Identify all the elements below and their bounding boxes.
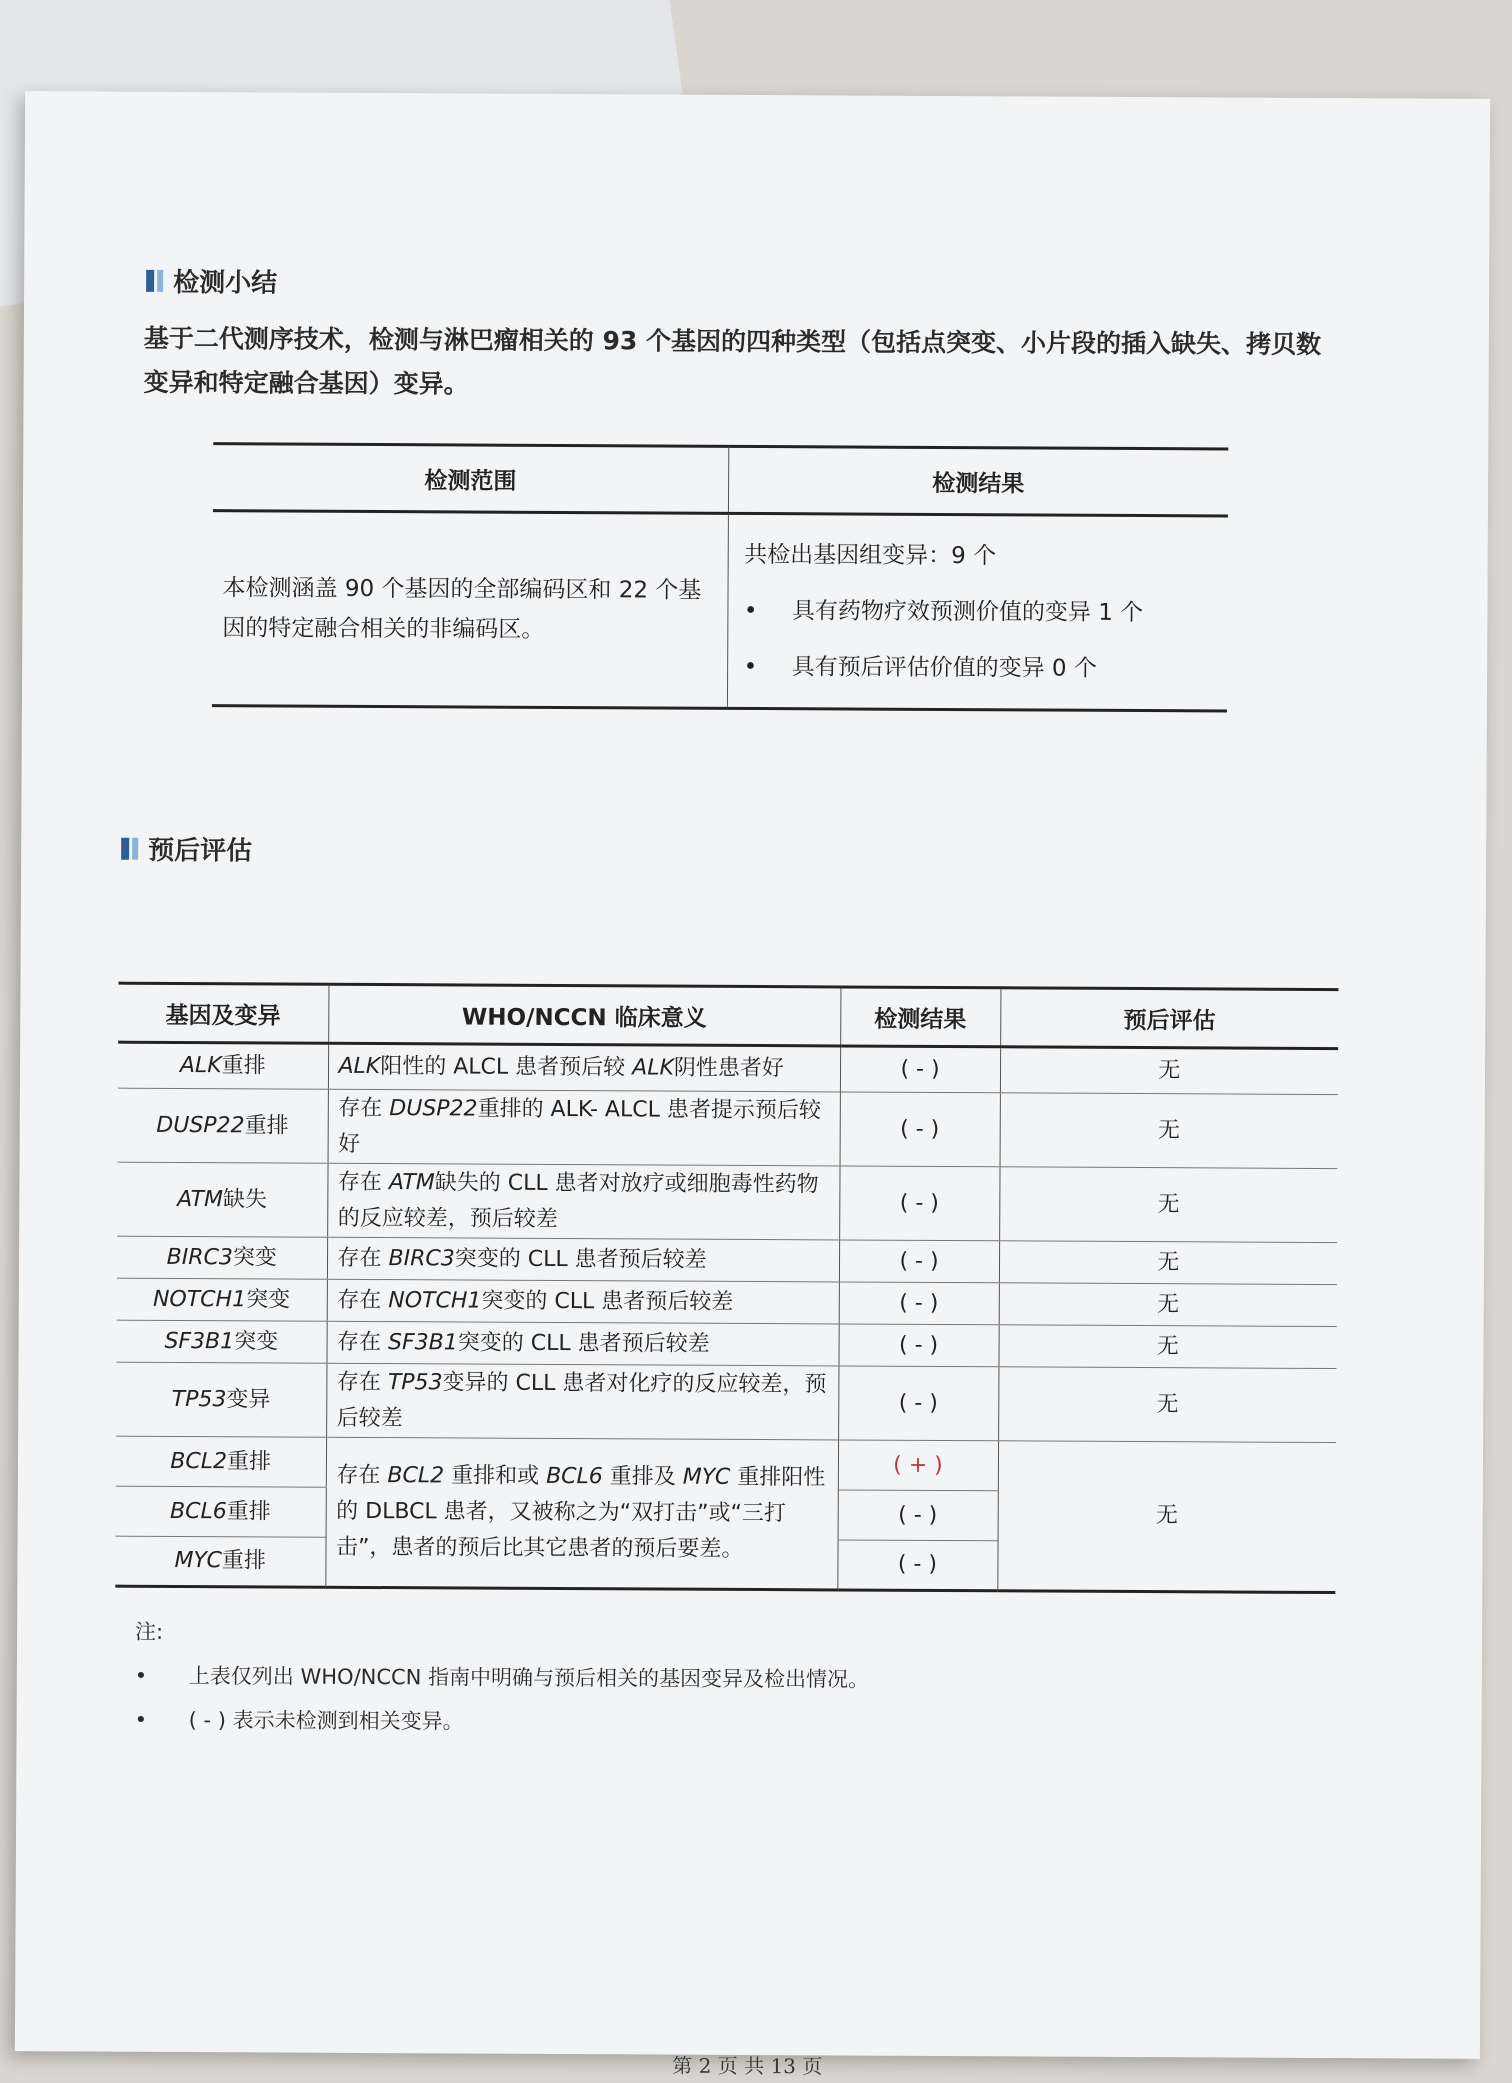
title-marker-icon [132, 837, 138, 859]
summary-table [212, 442, 1228, 712]
header-scope: 检测范围 [213, 444, 728, 514]
header-gene: 基因及变异 [118, 983, 328, 1043]
result-cell: ( - ) [838, 1324, 998, 1367]
header-meaning: WHO/NCCN 临床意义 [328, 984, 840, 1046]
gene-cell: ATM缺失 [117, 1162, 327, 1237]
table-row [118, 1042, 1338, 1094]
meaning-cell: 存在 NOTCH1突变的 CLL 患者预后较差 [327, 1279, 839, 1324]
result-item: • 具有预后评估价值的变异 0 个 [743, 653, 1097, 682]
result-cell: ( - ) [838, 1490, 998, 1541]
result-cell: ( - ) [838, 1366, 998, 1441]
page-footer: 第 2 页 共 13 页 [672, 2053, 823, 2079]
note-item: • 上表仅列出 WHO/NCCN 指南中明确与预后相关的基因变异及检出情况。 [134, 1663, 870, 1692]
meaning-cell: 存在 TP53变异的 CLL 患者对化疗的反应较差，预后较差 [326, 1363, 838, 1440]
note-item: • ( - ) 表示未检测到相关变异。 [134, 1707, 464, 1734]
title-marker-icon [157, 269, 163, 291]
title-marker-icon [146, 269, 154, 291]
notes-label: 注: [135, 1619, 164, 1644]
table-row [116, 1320, 1336, 1368]
prognosis-cell: 无 [1000, 1047, 1338, 1095]
header-prognosis: 预后评估 [1000, 988, 1338, 1049]
prognosis-cell: 无 [998, 1325, 1336, 1369]
result-cell: ( - ) [840, 1046, 1000, 1093]
result-cell: ( - ) [837, 1540, 997, 1591]
gene-cell: SF3B1突变 [116, 1320, 326, 1363]
prognosis-table [115, 982, 1338, 1594]
result-cell: ( - ) [839, 1166, 999, 1241]
gene-cell: TP53变异 [116, 1362, 326, 1437]
prognosis-cell: 无 [999, 1241, 1337, 1285]
gene-cell: MYC重排 [115, 1536, 325, 1587]
result-cell: ( + ) [838, 1440, 998, 1491]
gene-cell: BCL2重排 [116, 1436, 326, 1487]
prognosis-cell: 无 [998, 1367, 1336, 1443]
table-row [116, 1362, 1336, 1442]
notes [135, 1610, 870, 1746]
prognosis-cell: 无 [997, 1441, 1336, 1593]
meaning-cell: 存在 BIRC3突变的 CLL 患者预后较差 [327, 1237, 839, 1282]
header-result: 检测结果 [840, 987, 1000, 1047]
summary-intro: 基于二代测序技术，检测与淋巴瘤相关的 93 个基因的四种类型（包括点突变、小片段的插入缺失、拷贝数变异和特定融合基因）变异。 [143, 323, 1322, 399]
table-row [117, 1278, 1337, 1326]
gene-cell: BIRC3突变 [117, 1236, 327, 1279]
header-result: 检测结果 [728, 446, 1228, 516]
meaning-cell: 存在 DUSP22重排的 ALK- ALCL 患者提示预后较好 [328, 1089, 840, 1166]
result-cell: ( - ) [839, 1282, 999, 1325]
gene-cell: DUSP22重排 [118, 1088, 328, 1163]
result-cell [727, 513, 1228, 711]
result-total: 共检出基因组变异：9 个 [744, 541, 997, 570]
report-page [15, 91, 1490, 2079]
prognosis-cell: 无 [999, 1167, 1337, 1243]
title-marker-icon [121, 837, 129, 859]
prognosis-table-body [115, 1042, 1338, 1592]
summary-section-title: 检测小结 [146, 262, 277, 300]
table-row [116, 1436, 1336, 1492]
result-cell: ( - ) [840, 1092, 1000, 1167]
double-hit-meaning: 存在 BCL2 重排和或 BCL6 重排及 MYC 重排阳性的 DLBCL 患者，又被称之为“双打击”或“三打击”，患者的预后比其它患者的预后要差。 [325, 1437, 838, 1590]
gene-cell: ALK重排 [118, 1042, 328, 1089]
gene-cell: BCL6重排 [116, 1486, 326, 1537]
table-row [118, 1088, 1338, 1168]
meaning-cell: 存在 ATM缺失的 CLL 患者对放疗或细胞毒性药物的反应较差，预后较差 [327, 1163, 839, 1240]
prognosis-cell: 无 [999, 1283, 1337, 1327]
table-row [117, 1162, 1337, 1242]
result-cell: ( - ) [839, 1240, 999, 1283]
prognosis-section-title: 预后评估 [121, 830, 252, 868]
table-row [117, 1236, 1337, 1284]
scope-cell: 本检测涵盖 90 个基因的全部编码区和 22 个基因的特定融合相关的非编码区。 [212, 511, 728, 709]
result-item: • 具有药物疗效预测价值的变异 1 个 [743, 597, 1144, 627]
gene-cell: NOTCH1突变 [117, 1278, 327, 1321]
meaning-cell: ALK阳性的 ALCL 患者预后较 ALK阴性患者好 [328, 1043, 840, 1092]
prognosis-cell: 无 [1000, 1093, 1338, 1169]
meaning-cell: 存在 SF3B1突变的 CLL 患者预后较差 [326, 1321, 838, 1366]
